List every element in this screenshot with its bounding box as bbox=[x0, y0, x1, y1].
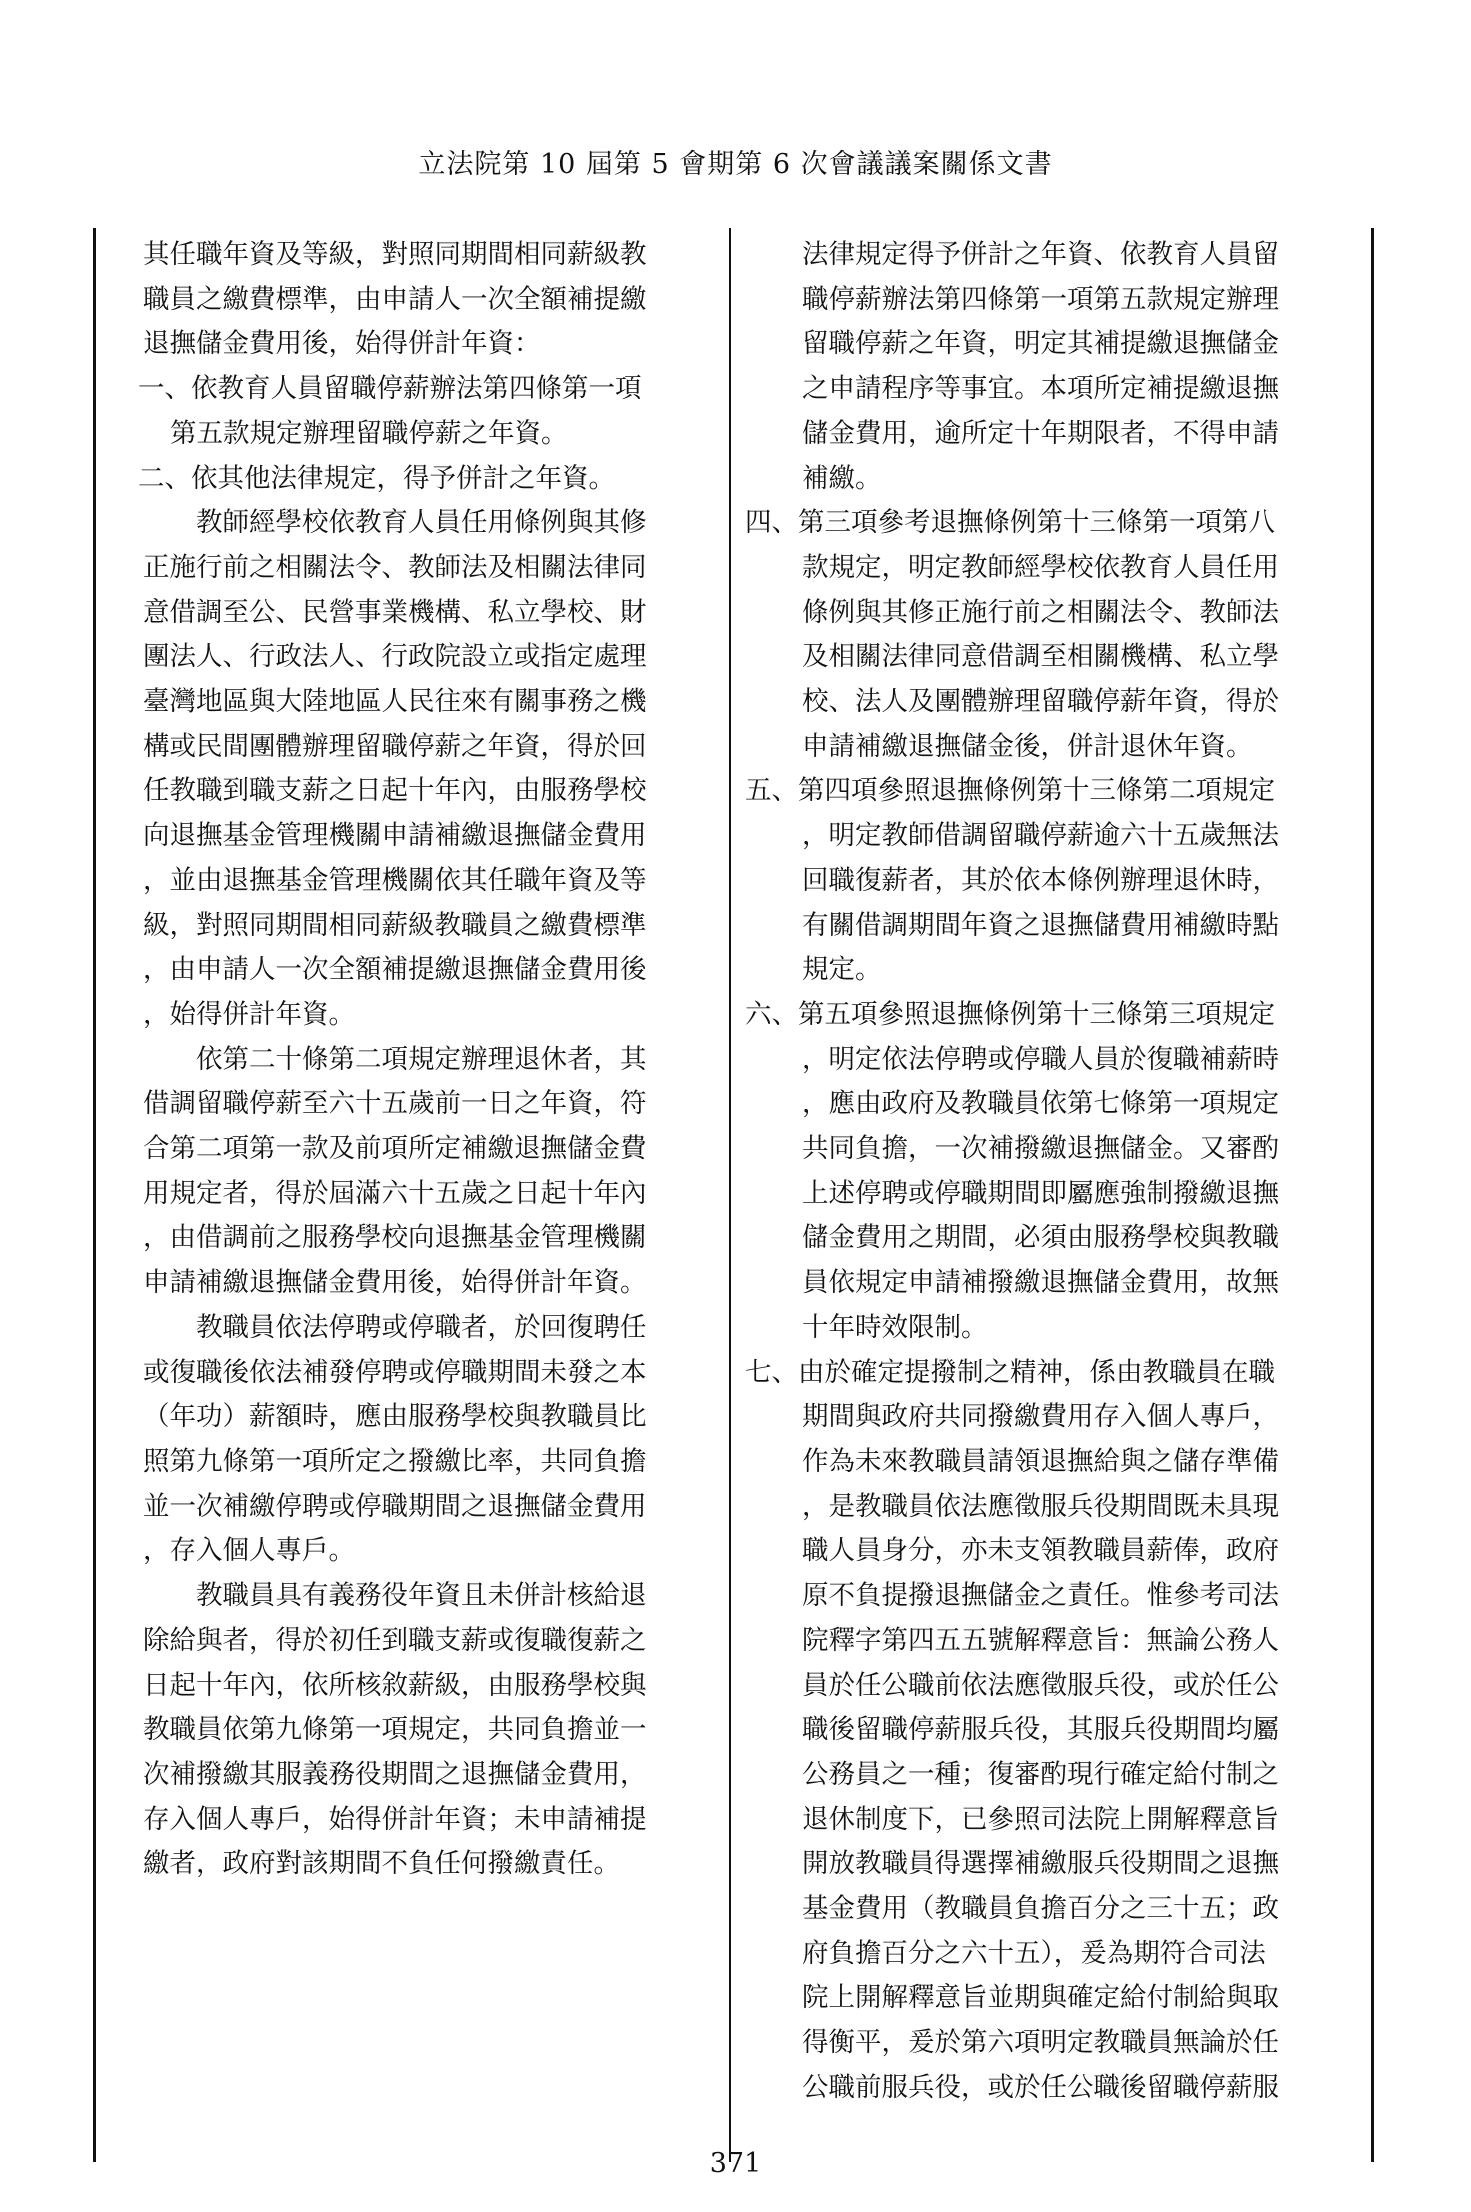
right-line: 儲金費用，逾所定十年期限者，不得申請 bbox=[802, 417, 1279, 449]
left-line: ，並由退撫基金管理機關依其任職年資及等 bbox=[143, 864, 647, 896]
right-line: 法律規定得予併計之年資、依教育人員留 bbox=[802, 239, 1279, 270]
left-line: ，存入個人專戶。 bbox=[143, 1535, 355, 1567]
right-line: 及相關法律同意借調至相關機構、私立學 bbox=[802, 641, 1279, 673]
left-line: 第五款規定辦理留職停薪之年資。 bbox=[170, 417, 568, 449]
right-line: 退休制度下，已參照司法院上開解釋意旨 bbox=[802, 1803, 1279, 1835]
left-line: 教職員依第九條第一項規定，共同負擔並一 bbox=[143, 1714, 647, 1746]
left-line: 退撫儲金費用後，始得併計年資： bbox=[143, 328, 541, 360]
left-line: 申請補繳退撫儲金費用後，始得併計年資。 bbox=[143, 1267, 647, 1299]
right-line: 得衡平，爰於第六項明定教職員無論於任 bbox=[802, 2027, 1279, 2059]
right-line: 十年時效限制。 bbox=[802, 1311, 988, 1343]
left-line: 教師經學校依教育人員任用條例與其修 bbox=[196, 507, 647, 539]
right-line: 院上開解釋意旨並期與確定給付制給與取 bbox=[802, 1982, 1279, 2014]
left-border-line bbox=[93, 228, 96, 2162]
right-line: ，明定依法停聘或停職人員於復職補薪時 bbox=[802, 1043, 1279, 1075]
right-line: 職停薪辦法第四條第一項第五款規定辦理 bbox=[802, 283, 1279, 315]
right-line: ，是教職員依法應徵服兵役期間既未具現 bbox=[802, 1490, 1279, 1522]
right-line: 開放教職員得選擇補繳服兵役期間之退撫 bbox=[802, 1848, 1279, 1880]
center-divider-line bbox=[729, 228, 731, 2162]
left-line: 向退撫基金管理機關申請補繳退撫儲金費用 bbox=[143, 820, 647, 852]
page-number: 371 bbox=[709, 2148, 762, 2179]
left-line: 照第九條第一項所定之撥繳比率，共同負擔 bbox=[143, 1445, 647, 1477]
right-column bbox=[745, 233, 1355, 2111]
right-line: 職人員身分，亦未支領教職員薪俸，政府 bbox=[802, 1535, 1279, 1567]
right-line: 基金費用（教職員負擔百分之三十五；政 bbox=[802, 1893, 1279, 1925]
right-line: 校、法人及團體辦理留職停薪年資，得於 bbox=[802, 686, 1279, 718]
left-line: 次補撥繳其服義務役期間之退撫儲金費用， bbox=[143, 1758, 647, 1790]
left-line: 日起十年內，依所核敘薪級，由服務學校與 bbox=[143, 1669, 647, 1701]
right-line: 員依規定申請補撥繳退撫儲金費用，故無 bbox=[802, 1267, 1279, 1299]
left-line: 或復職後依法補發停聘或停職期間未發之本 bbox=[143, 1356, 647, 1388]
left-line: 用規定者，得於屆滿六十五歲之日起十年內 bbox=[143, 1177, 647, 1209]
right-line: 儲金費用之期間，必須由服務學校與教職 bbox=[802, 1222, 1279, 1254]
left-line: 教職員依法停聘或停職者，於回復聘任 bbox=[196, 1311, 647, 1343]
right-line: 公職前服兵役，或於任公職後留職停薪服 bbox=[802, 2071, 1279, 2103]
right-line: 六、第五項參照退撫條例第十三條第三項規定 bbox=[745, 998, 1275, 1030]
left-line: 一、依教育人員留職停薪辦法第四條第一項 bbox=[138, 373, 642, 405]
right-line: 七、由於確定提撥制之精神，係由教職員在職 bbox=[745, 1356, 1275, 1388]
left-line: 存入個人專戶，始得併計年資；未申請補提 bbox=[143, 1803, 647, 1835]
right-line: 之申請程序等事宜。本項所定補提繳退撫 bbox=[802, 373, 1279, 405]
left-line: 臺灣地區與大陸地區人民往來有關事務之機 bbox=[143, 686, 647, 718]
left-line: ，始得併計年資。 bbox=[143, 998, 355, 1030]
right-line: 期間與政府共同撥繳費用存入個人專戶， bbox=[802, 1401, 1279, 1433]
right-line: 留職停薪之年資，明定其補提繳退撫儲金 bbox=[802, 328, 1279, 360]
page-header: 立法院第 10 屆第 5 會期第 6 次會議議案關係文書 bbox=[418, 149, 1053, 180]
left-line: 其任職年資及等級，對照同期間相同薪級教 bbox=[143, 239, 647, 270]
left-line: 並一次補繳停聘或停職期間之退撫儲金費用 bbox=[143, 1490, 647, 1522]
left-line: 正施行前之相關法令、教師法及相關法律同 bbox=[143, 551, 647, 583]
left-column bbox=[138, 233, 713, 1887]
right-line: ，明定教師借調留職停薪逾六十五歲無法 bbox=[802, 820, 1279, 852]
left-line: 團法人、行政法人、行政院設立或指定處理 bbox=[143, 641, 647, 673]
right-line: 五、第四項參照退撫條例第十三條第二項規定 bbox=[745, 775, 1275, 807]
left-line: ，由借調前之服務學校向退撫基金管理機關 bbox=[143, 1222, 647, 1254]
left-line: 構或民間團體辦理留職停薪之年資，得於回 bbox=[143, 730, 647, 762]
right-border-line bbox=[1371, 228, 1374, 2162]
left-line: 職員之繳費標準，由申請人一次全額補提繳 bbox=[143, 283, 647, 315]
right-line: 條例與其修正施行前之相關法令、教師法 bbox=[802, 596, 1279, 628]
right-line: 作為未來教職員請領退撫給與之儲存準備 bbox=[802, 1445, 1279, 1477]
left-line: 除給與者，得於初任到職支薪或復職復薪之 bbox=[143, 1624, 647, 1656]
right-line: 有關借調期間年資之退撫儲費用補繳時點 bbox=[802, 909, 1279, 941]
right-line: 補繳。 bbox=[802, 462, 882, 494]
right-line: ，應由政府及教職員依第七條第一項規定 bbox=[802, 1088, 1279, 1120]
left-line: 繳者，政府對該期間不負任何撥繳責任。 bbox=[143, 1848, 620, 1880]
right-line: 府負擔百分之六十五），爰為期符合司法 bbox=[802, 1937, 1266, 1969]
left-line: 意借調至公、民營事業機構、私立學校、財 bbox=[143, 596, 647, 628]
right-line: 員於任公職前依法應徵服兵役，或於任公 bbox=[802, 1669, 1279, 1701]
right-line: 職後留職停薪服兵役，其服兵役期間均屬 bbox=[802, 1714, 1279, 1746]
right-line: 上述停聘或停職期間即屬應強制撥繳退撫 bbox=[802, 1177, 1279, 1209]
left-line: 依第二十條第二項規定辦理退休者，其 bbox=[196, 1043, 647, 1075]
left-line: 級，對照同期間相同薪級教職員之繳費標準 bbox=[143, 909, 647, 941]
left-line: ，由申請人一次全額補提繳退撫儲金費用後 bbox=[143, 954, 647, 986]
right-line: 規定。 bbox=[802, 954, 882, 986]
left-line: 合第二項第一款及前項所定補繳退撫儲金費 bbox=[143, 1133, 647, 1165]
right-line: 申請補繳退撫儲金後，併計退休年資。 bbox=[802, 730, 1253, 762]
right-line: 共同負擔，一次補撥繳退撫儲金。又審酌 bbox=[802, 1133, 1279, 1165]
left-line: 二、依其他法律規定，得予併計之年資。 bbox=[138, 462, 615, 494]
right-line: 回職復薪者，其於依本條例辦理退休時， bbox=[802, 864, 1279, 896]
right-line: 原不負提撥退撫儲金之責任。惟參考司法 bbox=[802, 1580, 1279, 1612]
left-line: 借調留職停薪至六十五歲前一日之年資，符 bbox=[143, 1088, 647, 1120]
left-line: 任教職到職支薪之日起十年內，由服務學校 bbox=[143, 775, 647, 807]
right-line: 四、第三項參考退撫條例第十三條第一項第八 bbox=[745, 507, 1275, 539]
left-line: 教職員具有義務役年資且未併計核給退 bbox=[196, 1580, 647, 1612]
right-line: 院釋字第四五五號解釋意旨：無論公務人 bbox=[802, 1624, 1279, 1656]
left-line: （年功）薪額時，應由服務學校與教職員比 bbox=[143, 1401, 647, 1433]
right-line: 款規定，明定教師經學校依教育人員任用 bbox=[802, 551, 1279, 583]
right-line: 公務員之一種；復審酌現行確定給付制之 bbox=[802, 1758, 1279, 1790]
